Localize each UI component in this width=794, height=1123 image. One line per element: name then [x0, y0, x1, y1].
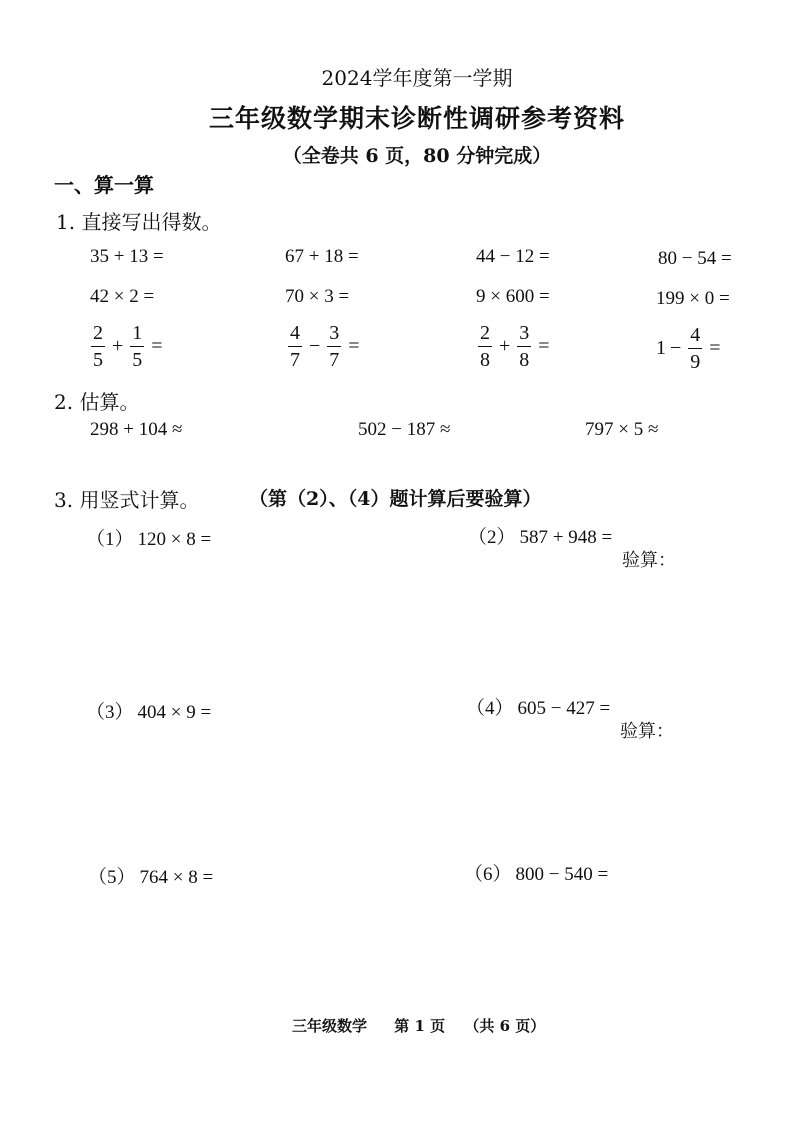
- denominator: 7: [329, 349, 340, 371]
- item-expression: 404 × 9 =: [137, 702, 212, 723]
- item-number: （6）: [464, 864, 512, 885]
- item-expression: 587 + 948 =: [519, 527, 613, 548]
- operator: −: [309, 335, 321, 357]
- fraction: [288, 323, 302, 370]
- q3-item-4-check-label: 验算：: [620, 721, 674, 742]
- footer-total-pages: （共 6 页）: [464, 1017, 546, 1035]
- numerator: 2: [478, 323, 492, 347]
- q3-item-5: [88, 862, 213, 889]
- q1-item: 44 − 12 =: [476, 246, 550, 267]
- fraction: [478, 323, 492, 370]
- q3-item-2: [468, 522, 612, 549]
- item-number: （1）: [86, 529, 134, 550]
- denominator: 8: [480, 349, 490, 371]
- operator: −: [670, 337, 682, 359]
- equals-sign: =: [538, 335, 550, 357]
- q1-item: 67 + 18 =: [285, 246, 359, 267]
- denominator: 9: [690, 351, 701, 373]
- question-1-label: 1. 直接写出得数。: [56, 210, 222, 234]
- item-number: （5）: [88, 867, 136, 888]
- q3-item-2-check-label: 验算：: [622, 550, 676, 571]
- section-title: 一、算一算: [54, 173, 154, 197]
- item-number: （2）: [468, 527, 516, 548]
- exam-note: （全卷共 6 页，80 分钟完成）: [282, 145, 552, 167]
- q1-item: 70 × 3 =: [285, 286, 350, 307]
- item-expression: 764 × 8 =: [139, 867, 214, 888]
- item-expression: 120 × 8 =: [137, 529, 212, 550]
- denominator: 8: [519, 349, 530, 371]
- q2-item: 797 × 5 ≈: [585, 419, 659, 440]
- q1-item: 9 × 600 =: [476, 286, 550, 307]
- operator: +: [499, 335, 511, 357]
- q3-item-1: [86, 524, 211, 551]
- q1-fraction-item: [475, 323, 554, 370]
- page-footer: [292, 1015, 545, 1036]
- q1-fraction-item: [88, 323, 167, 370]
- q1-item: 42 × 2 =: [90, 286, 155, 307]
- q3-item-3: [86, 697, 211, 724]
- whole-number: 1: [656, 337, 666, 359]
- q1-fraction-item: [656, 325, 725, 372]
- item-number: （4）: [466, 698, 514, 719]
- q1-item: 80 − 54 =: [658, 248, 732, 269]
- operator: +: [112, 335, 124, 357]
- item-expression: 605 − 427 =: [517, 698, 611, 719]
- numerator: 3: [517, 323, 531, 347]
- footer-page-number: 第 1 页: [394, 1017, 446, 1035]
- footer-subject: 三年级数学: [292, 1017, 368, 1035]
- fraction: [688, 325, 702, 372]
- q3-item-4: [466, 693, 610, 720]
- q1-fraction-item: [285, 323, 364, 370]
- denominator: 5: [93, 349, 103, 371]
- question-3-label: 3. 用竖式计算。: [54, 488, 200, 512]
- numerator: 3: [327, 323, 341, 347]
- fraction: [517, 323, 531, 370]
- q1-item: 35 + 13 =: [90, 246, 164, 267]
- equals-sign: =: [151, 335, 163, 357]
- numerator: 4: [288, 323, 302, 347]
- numerator: 2: [91, 323, 105, 347]
- item-number: （3）: [86, 702, 134, 723]
- q2-item: 502 − 187 ≈: [358, 419, 451, 440]
- item-expression: 800 − 540 =: [515, 864, 609, 885]
- fraction: [327, 323, 341, 370]
- exam-year-term: 2024学年度第一学期: [321, 66, 513, 90]
- question-2-label: 2. 估算。: [54, 390, 140, 414]
- exam-title: 三年级数学期末诊断性调研参考资料: [208, 104, 625, 133]
- denominator: 5: [132, 349, 143, 371]
- numerator: 1: [130, 323, 144, 347]
- fraction: [130, 323, 144, 370]
- equals-sign: =: [348, 335, 360, 357]
- numerator: 4: [688, 325, 702, 349]
- q1-item: 199 × 0 =: [656, 288, 730, 309]
- question-3-note: （第（2）、（4）题计算后要验算）: [249, 488, 542, 510]
- denominator: 7: [290, 349, 300, 371]
- q2-item: 298 + 104 ≈: [90, 419, 183, 440]
- fraction: [91, 323, 105, 370]
- q3-item-6: [464, 859, 608, 886]
- equals-sign: =: [709, 337, 721, 359]
